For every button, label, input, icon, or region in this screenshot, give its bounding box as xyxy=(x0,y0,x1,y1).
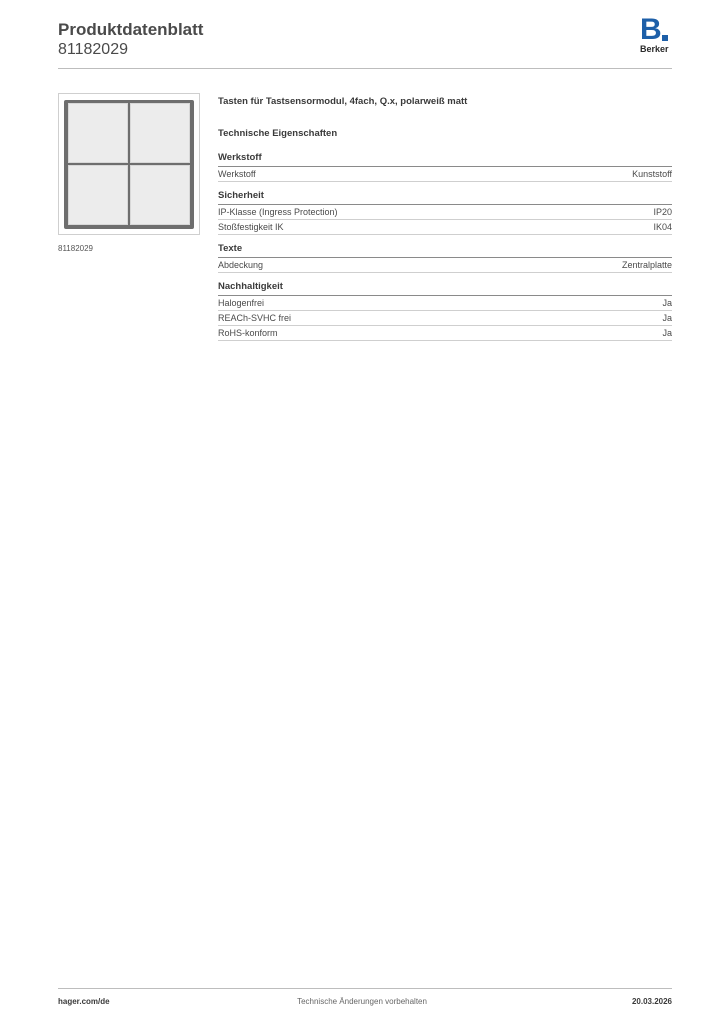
header-divider xyxy=(58,68,672,69)
property-row xyxy=(218,296,672,311)
page-header xyxy=(58,20,203,60)
logo-letter: B xyxy=(640,13,662,46)
footer-divider xyxy=(58,988,672,989)
property-row xyxy=(218,258,672,273)
logo-dot xyxy=(662,35,668,41)
property-label: RoHS-konform xyxy=(218,328,278,338)
property-label: Werkstoff xyxy=(218,169,256,179)
property-value: Kunststoff xyxy=(632,169,672,179)
section-title: Nachhaltigkeit xyxy=(218,281,672,296)
property-label: Halogenfrei xyxy=(218,298,265,308)
product-key xyxy=(130,103,190,163)
image-caption: 81182029 xyxy=(58,244,93,253)
product-details xyxy=(218,96,672,341)
footer-disclaimer: Technische Änderungen vorbehalten xyxy=(297,997,427,1006)
product-image xyxy=(58,93,200,235)
property-value: Ja xyxy=(662,298,672,308)
property-value: Zentralplatte xyxy=(621,260,672,270)
footer-website: hager.com/de xyxy=(58,997,110,1006)
logo-brand-text: Berker xyxy=(640,44,669,54)
page-title: Produktdatenblatt xyxy=(58,20,204,39)
section-title: Werkstoff xyxy=(218,152,672,167)
product-name: Tasten für Tastsensormodul, 4fach, Q.x, polarweiß matt xyxy=(218,96,468,107)
property-row xyxy=(218,167,672,182)
property-row xyxy=(218,311,672,326)
product-frame xyxy=(64,100,194,229)
property-row xyxy=(218,205,672,220)
technical-properties-heading: Technische Eigenschaften xyxy=(218,128,338,139)
section-title: Sicherheit xyxy=(218,190,672,205)
product-key xyxy=(130,165,190,225)
berker-logo xyxy=(640,13,674,54)
property-value: Ja xyxy=(662,313,672,323)
footer-date: 20.03.2026 xyxy=(631,997,672,1006)
section-werkstoff xyxy=(218,152,672,182)
property-row xyxy=(218,220,672,235)
section-title: Texte xyxy=(218,243,672,258)
property-label: Stoßfestigkeit IK xyxy=(218,222,284,232)
property-row xyxy=(218,326,672,341)
section-sicherheit xyxy=(218,190,672,235)
section-texte xyxy=(218,243,672,273)
section-nachhaltigkeit xyxy=(218,281,672,341)
product-key xyxy=(68,165,128,225)
property-value: IK04 xyxy=(653,222,672,232)
property-label: REACh-SVHC frei xyxy=(218,313,292,323)
property-value: IP20 xyxy=(653,207,672,217)
property-value: Ja xyxy=(662,328,672,338)
product-key xyxy=(68,103,128,163)
property-label: Abdeckung xyxy=(218,260,264,270)
article-number: 81182029 xyxy=(58,41,128,58)
property-label: IP-Klasse (Ingress Protection) xyxy=(218,207,338,217)
